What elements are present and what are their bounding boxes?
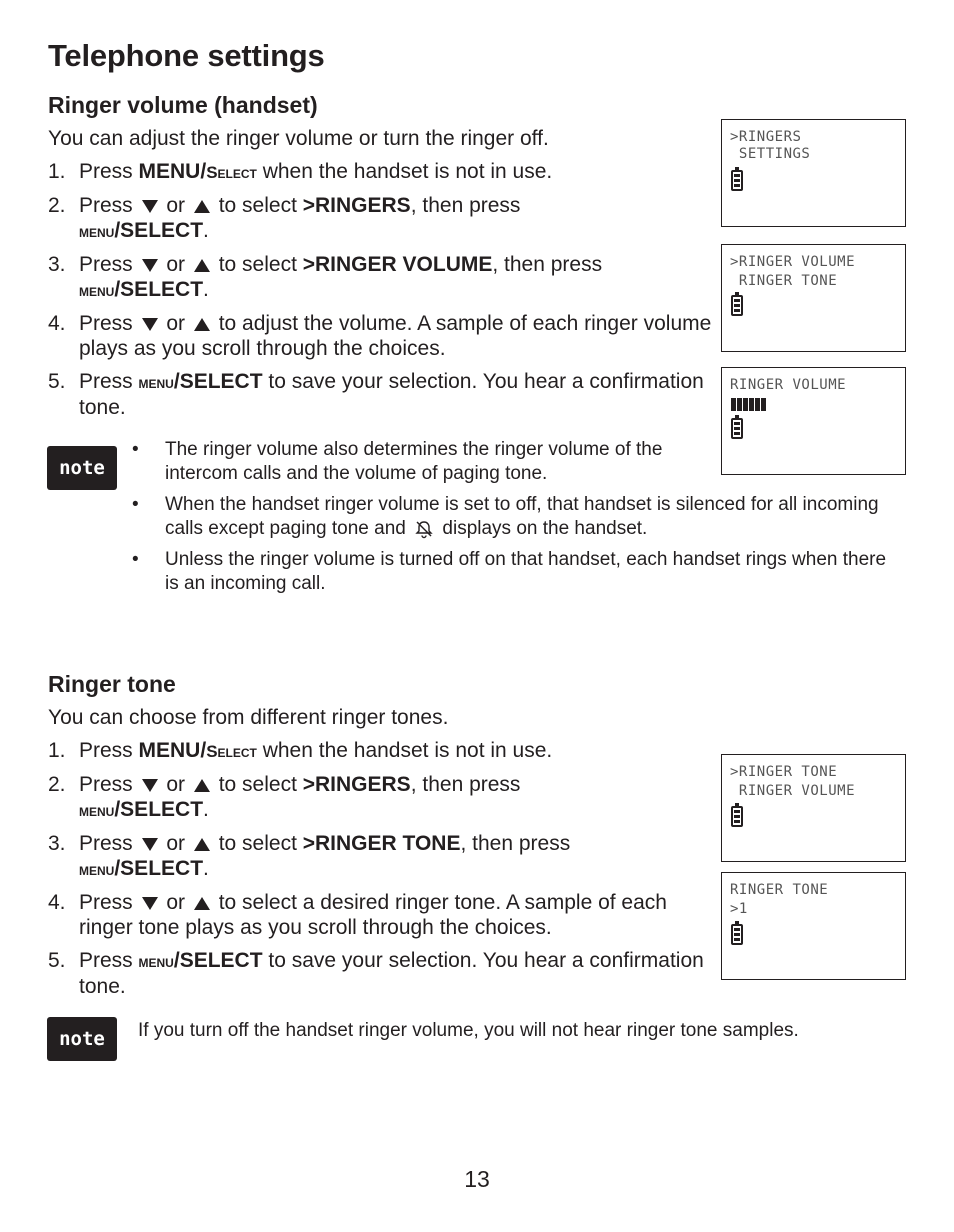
- up-arrow-icon: [194, 838, 210, 851]
- lcd-line: >RINGER TONE: [730, 764, 838, 780]
- section-heading-ringer-tone: Ringer tone: [48, 671, 176, 697]
- down-arrow-icon: [142, 838, 158, 851]
- step: 5. Press menu/SELECT to save your selection. You hear a confirmation tone.: [48, 949, 704, 998]
- battery-icon: [731, 924, 743, 945]
- step: 1. Press MENU/Select when the handset is not in use.: [48, 160, 553, 183]
- volume-bar: [749, 398, 754, 411]
- volume-bar: [755, 398, 760, 411]
- volume-bar: [737, 398, 742, 411]
- lcd-line: >1: [730, 901, 748, 917]
- bell-off-icon: [414, 519, 434, 539]
- note-badge: note: [47, 1017, 117, 1061]
- up-arrow-icon: [194, 200, 210, 213]
- lcd-line: >RINGERS: [730, 129, 802, 145]
- notes-list: [132, 438, 892, 603]
- lcd-line: RINGER VOLUME: [730, 377, 847, 393]
- down-arrow-icon: [142, 779, 158, 792]
- step: 2. Press or to select >RINGERS, then press menu/SELECT.: [48, 194, 521, 242]
- section-intro: You can adjust the ringer volume or turn the ringer off.: [48, 127, 549, 150]
- note-text: If you turn off the handset ringer volume, you will not hear ringer tone samples.: [138, 1020, 799, 1041]
- up-arrow-icon: [194, 318, 210, 331]
- lcd-screen: [721, 872, 906, 980]
- note-item: • When the handset ringer volume is set to off, that handset is silenced for all incoming calls except paging tone and displays on the handset.: [132, 494, 879, 539]
- volume-bar: [743, 398, 748, 411]
- step: 2. Press or to select >RINGERS, then press menu/SELECT.: [48, 773, 521, 821]
- down-arrow-icon: [142, 318, 158, 331]
- lcd-line: SETTINGS: [730, 146, 811, 162]
- down-arrow-icon: [142, 259, 158, 272]
- lcd-screen: [721, 119, 906, 227]
- battery-icon: [731, 170, 743, 191]
- steps-list: [48, 159, 718, 428]
- lcd-screen: [721, 244, 906, 352]
- down-arrow-icon: [142, 200, 158, 213]
- lcd-line: >RINGER VOLUME: [730, 254, 856, 270]
- steps-list: [48, 738, 718, 1007]
- page-number: 13: [464, 1166, 490, 1192]
- volume-bar: [731, 398, 736, 411]
- lcd-line: RINGER TONE: [730, 273, 838, 289]
- step: 5. Press menu/SELECT to save your selection. You hear a confirmation tone.: [48, 370, 704, 419]
- step: 4. Press or to select a desired ringer tone. A sample of each ringer tone plays as you scroll through the choices.: [48, 891, 667, 939]
- step: 1. Press MENU/Select when the handset is not in use.: [48, 739, 553, 762]
- up-arrow-icon: [194, 259, 210, 272]
- page-title: Telephone settings: [48, 38, 325, 73]
- note-item: • Unless the ringer volume is turned off on that handset, each handset rings when there is an incoming call.: [132, 549, 887, 594]
- lcd-screen: [721, 754, 906, 862]
- section-intro: You can choose from different ringer tones.: [48, 706, 449, 729]
- battery-icon: [731, 806, 743, 827]
- up-arrow-icon: [194, 897, 210, 910]
- volume-level-bars: [731, 398, 766, 411]
- battery-icon: [731, 295, 743, 316]
- note-badge: note: [47, 446, 117, 490]
- battery-icon: [731, 418, 743, 439]
- section-heading-ringer-volume: Ringer volume (handset): [48, 92, 318, 118]
- volume-bar: [761, 398, 766, 411]
- step: 3. Press or to select >RINGER VOLUME, then press menu/SELECT.: [48, 253, 603, 301]
- lcd-line: RINGER VOLUME: [730, 783, 856, 799]
- note-item: • The ringer volume also determines the ringer volume of the intercom calls and the volume of paging tone.: [132, 439, 663, 484]
- step: 3. Press or to select >RINGER TONE, then press menu/SELECT.: [48, 832, 571, 880]
- down-arrow-icon: [142, 897, 158, 910]
- step: 4. Press or to adjust the volume. A sample of each ringer volume plays as you scroll through the choices.: [48, 312, 712, 360]
- up-arrow-icon: [194, 779, 210, 792]
- lcd-line: RINGER TONE: [730, 882, 829, 898]
